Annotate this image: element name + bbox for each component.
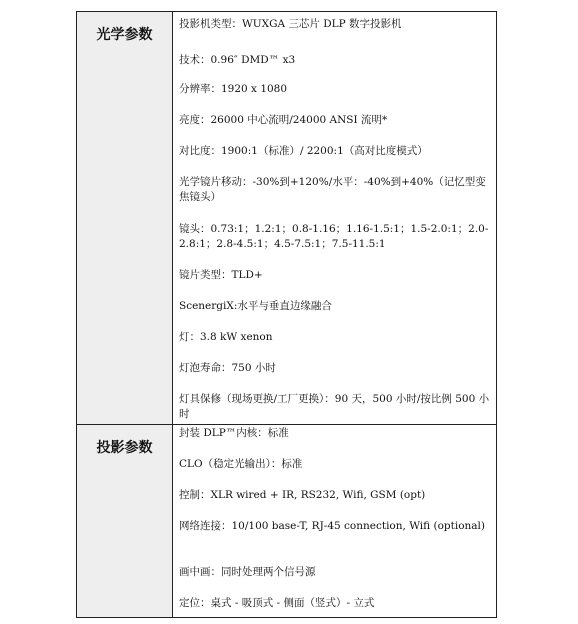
spec-line-clo: CLO（稳定光输出）：标准 [179, 458, 303, 470]
section-title: 投影参数 [77, 425, 173, 617]
spec-line-control: 控制：XLR wired + IR, RS232, Wifi, GSM (opt) [179, 489, 426, 501]
spec-line-lamp: 灯：3.8 kW xenon [179, 331, 273, 343]
section-body [173, 425, 496, 617]
spec-line-technology: 技术：0.96″ DMD™ x3 [179, 54, 296, 66]
spec-line-lens-type: 镜片类型：TLD+ [179, 269, 263, 281]
spec-table [76, 11, 497, 618]
spec-line-lamp-warranty: 灯具保修（现场更换/工厂更换）：90 天，500 小时/按比例 500 小时 [179, 393, 490, 420]
spec-line-scenergix: ScenergiX:水平与垂直边缘融合 [179, 300, 332, 312]
spec-line-pip: 画中画：同时处理两个信号源 [179, 566, 316, 578]
spec-line-sealed-core: 封装 DLP™内核：标准 [179, 427, 289, 439]
section-projection [77, 424, 496, 617]
spec-line-brightness: 亮度：26000 中心流明/24000 ANSI 流明* [179, 114, 388, 126]
spec-line-projector-type: 投影机类型：WUXGA 三芯片 DLP 数字投影机 [179, 18, 402, 30]
spec-line-lenses: 镜头：0.73:1；1.2:1；0.8-1.16；1.16-1.5:1；1.5-2.0:1；2.0-2.8:1；2.8-4.5:1；4.5-7.5:1；7.5-11.5:1 [179, 223, 489, 250]
section-optical [77, 12, 496, 424]
spec-line-resolution: 分辨率：1920 x 1080 [179, 83, 288, 95]
spec-line-contrast: 对比度：1900:1（标准）/ 2200:1（高对比度模式） [179, 145, 428, 157]
section-body [173, 12, 496, 424]
spec-line-positioning: 定位：桌式 - 吸顶式 - 侧面（竖式）- 立式 [179, 597, 375, 609]
spec-line-lens-shift: 光学镜片移动：-30%到+120%/水平：-40%到+40%（记忆型变焦镜头） [179, 176, 486, 203]
spec-line-lamp-life: 灯泡寿命：750 小时 [179, 362, 276, 374]
spec-line-network: 网络连接：10/100 base-T, RJ-45 connection, Wifi (optional) [179, 520, 486, 532]
section-title: 光学参数 [77, 12, 173, 424]
